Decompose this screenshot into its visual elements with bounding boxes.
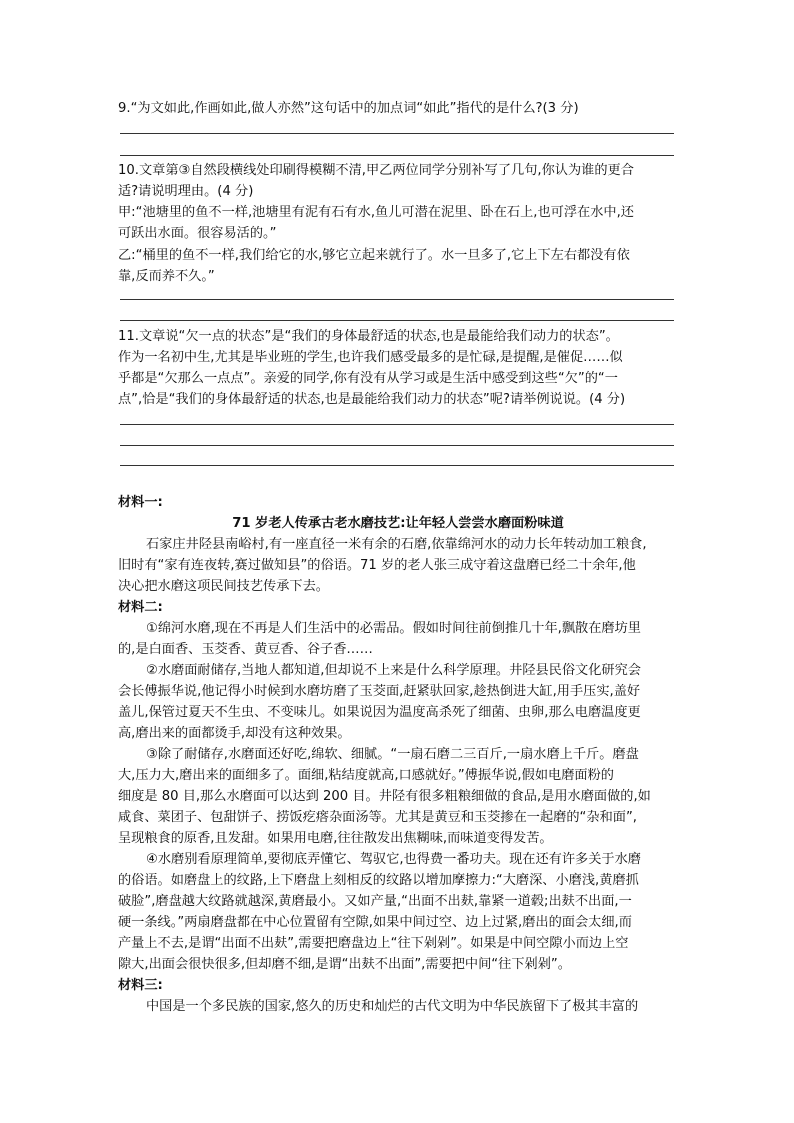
question-10-text: 适?请说明理由。(4 分) [118, 184, 254, 199]
material-2-paragraph-3: ③除了耐储存,水磨面还好吃,绵软、细腻。“一扇石磨二三百斤,一扇水磨上千斤。磨盘 [146, 747, 639, 762]
option-yi-text: 乙:“桶里的鱼不一样,我们给它的水,够它立起来就行了。水一旦多了,它上下左右都没有依 [118, 248, 630, 263]
material-2-paragraph-4: 产量上不去,是谓“出面不出麸”,需要把磨盘边上“往下剁剁”。如果是中间空隙小而边上空 [118, 936, 629, 951]
question-9-text: 9.“为文如此,作画如此,做人亦然”这句话中的加点词“如此”指代的是什么?(3 分) [118, 101, 579, 116]
answer-line[interactable] [120, 155, 674, 156]
answer-line[interactable] [120, 320, 674, 321]
material-2-paragraph-3: 大,压力大,磨出来的面细多了。面细,粘结度就高,口感就好。”傅振华说,假如电磨面粉的 [118, 768, 614, 783]
option-jia-text: 甲:“池塘里的鱼不一样,池塘里有泥有石有水,鱼儿可潜在泥里、卧在石上,也可浮在水中,还 [118, 205, 634, 220]
answer-line[interactable] [120, 299, 674, 300]
material-2-paragraph-4: 破脸”,磨盘越大纹路就越深,黄磨最小。又如产量,“出面不出麸,靠紧一道毂;出麸不出面,一 [118, 894, 632, 909]
material-1-text: 决心把水磨这项民间技艺传承下去。 [118, 579, 329, 594]
material-1-title: 71 岁老人传承古老水磨技艺:让年轻人尝尝水磨面粉味道 [232, 516, 564, 531]
question-11-text: 点”,恰是“我们的身体最舒适的状态,也是最能给我们动力的状态”呢?请举例说说。(4 分) [118, 392, 626, 407]
material-2-paragraph-1: 的,是白面香、玉茭香、黄豆香、谷子香…… [118, 642, 373, 657]
material-2-paragraph-2: ②水磨面耐储存,当地人都知道,但却说不上来是什么科学原理。井陉县民俗文化研究会 [146, 663, 641, 678]
answer-line[interactable] [120, 445, 674, 446]
material-2-paragraph-2: 盖儿,保管过夏天不生虫、不变味儿。如果说因为温度高杀死了细菌、虫卵,那么电磨温度更 [118, 705, 641, 720]
question-11-text: 作为一名初中生,尤其是毕业班的学生,也许我们感受最多的是忙碌,是提醒,是催促……似 [118, 350, 623, 365]
answer-line[interactable] [120, 133, 674, 134]
material-2-paragraph-2: 高,磨出来的面都烫手,却没有这种效果。 [118, 726, 351, 741]
material-2-heading: 材料二: [118, 600, 163, 615]
material-1-text: 石家庄井陉县南峪村,有一座直径一米有余的石磨,依靠绵河水的动力长年转动加工粮食, [146, 537, 647, 552]
option-jia-text: 可跃出水面。很容易活的。” [118, 226, 277, 241]
material-3-text: 中国是一个多民族的国家,悠久的历史和灿烂的古代文明为中华民族留下了极其丰富的 [146, 999, 639, 1014]
answer-line[interactable] [120, 465, 674, 466]
answer-line[interactable] [120, 424, 674, 425]
material-2-paragraph-4: 硬一条线。”两扇磨盘都在中心位置留有空隙,如果中间过空、边上过紧,磨出的面会太细,而 [118, 915, 632, 930]
material-3-heading: 材料三: [118, 978, 163, 993]
question-11-text: 11.文章说“欠一点的状态”是“我们的身体最舒适的状态,也是最能给我们动力的状态”。 [118, 329, 619, 344]
question-11-text: 乎都是“欠那么一点点”。亲爱的同学,你有没有从学习或是生活中感受到这些“欠”的“一 [118, 371, 618, 386]
material-2-paragraph-3: 呈现粮食的原香,且发甜。如果用电磨,往往散发出焦糊味,而味道变得发苦。 [118, 831, 553, 846]
material-2-paragraph-4: ④水磨别看原理简单,要彻底弄懂它、驾驭它,也得费一番功夫。现在还有许多关于水磨 [146, 852, 641, 867]
option-yi-text: 靠,反而养不久。” [118, 269, 215, 284]
material-1-text: 旧时有“家有连夜转,赛过做知县”的俗语。71 岁的老人张三成守着这盘磨已经二十余年,他 [118, 558, 636, 573]
material-2-paragraph-4: 隙大,出面会很快很多,但却磨不细,是谓“出麸不出面”,需要把中间“往下剁剁”。 [118, 957, 571, 972]
material-2-paragraph-3: 咸食、菜团子、包甜饼子、捞饭疙瘩杂面汤等。尤其是黄豆和玉茭掺在一起磨的“杂和面”, [118, 810, 637, 825]
material-2-paragraph-2: 会长傅振华说,他记得小时候到水磨坊磨了玉茭面,赶紧驮回家,趁热倒进大缸,用手压实,盖好 [118, 684, 641, 699]
material-2-paragraph-3: 细度是 80 目,那么水磨面可以达到 200 目。井陉有很多粗粮细做的食品,是用水磨面做的,如 [118, 789, 651, 804]
material-1-heading: 材料一: [118, 495, 163, 510]
material-2-paragraph-1: ①绵河水磨,现在不再是人们生活中的必需品。假如时间往前倒推几十年,飘散在磨坊里 [146, 621, 641, 636]
question-10-text: 10.文章第③自然段横线处印刷得模糊不清,甲乙两位同学分别补写了几句,你认为谁的更合 [118, 163, 634, 178]
material-2-paragraph-4: 的俗语。如磨盘上的纹路,上下磨盘上刻相反的纹路以增加摩擦力:“大磨深、小磨浅,黄磨抓 [118, 873, 639, 888]
